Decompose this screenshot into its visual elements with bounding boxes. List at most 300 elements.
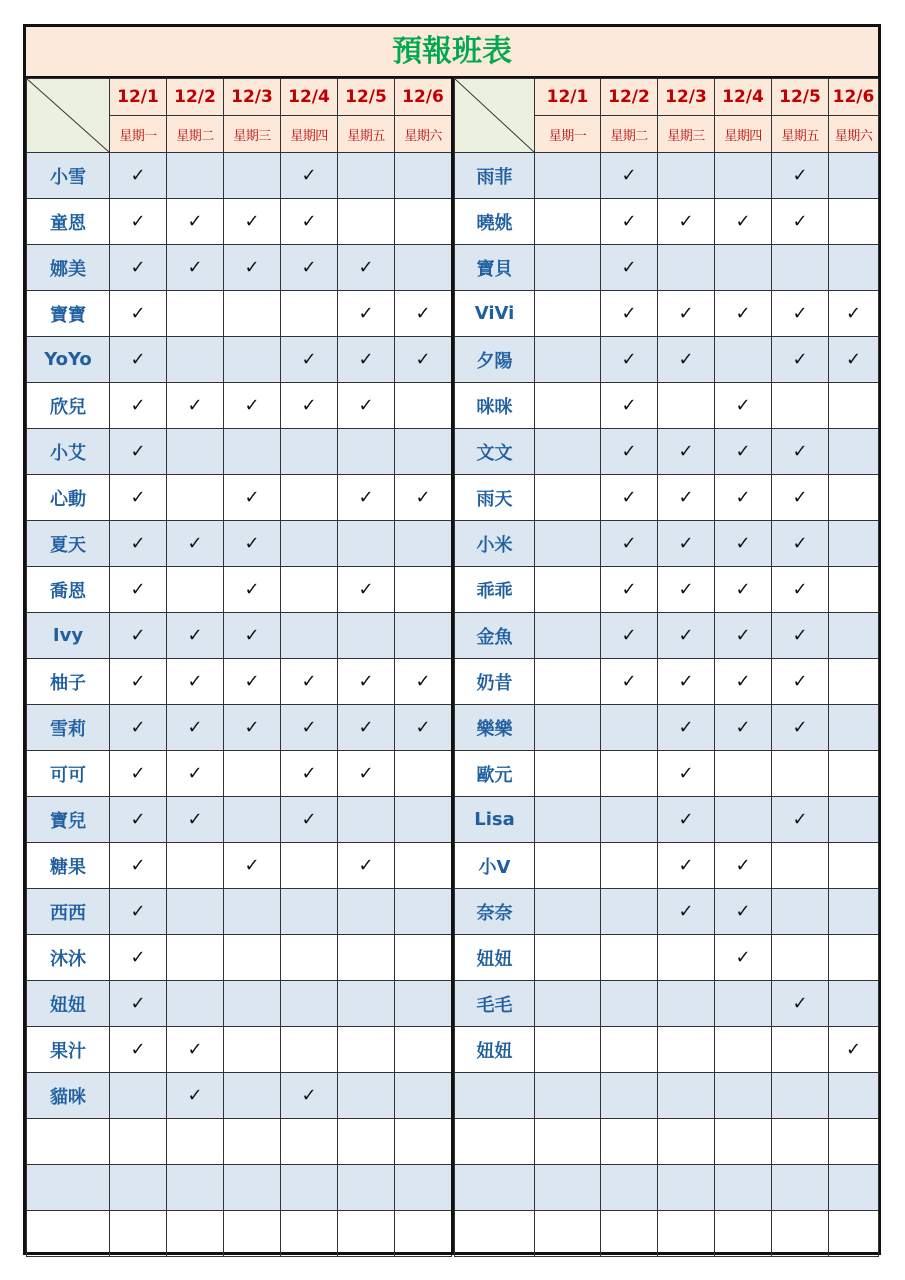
check-mark-cell: ✓ [338,843,395,889]
student-name-cell: 樂樂 [455,705,535,751]
check-mark-cell: ✓ [338,291,395,337]
header-date-cell: 12/2 [167,79,224,116]
empty-cell [535,1119,601,1165]
header-corner-cell [455,79,535,153]
empty-cell [658,1119,715,1165]
empty-cell [535,475,601,521]
student-name-cell: 夏天 [27,521,110,567]
schedule-row [27,613,452,659]
empty-cell [535,751,601,797]
check-mark-cell: ✓ [772,797,829,843]
student-name-cell: 雪莉 [27,705,110,751]
empty-cell [772,1073,829,1119]
empty-cell [167,843,224,889]
empty-cell [281,475,338,521]
check-mark-cell: ✓ [110,981,167,1027]
student-name-cell: 沐沐 [27,935,110,981]
check-mark-cell: ✓ [167,1027,224,1073]
header-date-cell: 12/2 [601,79,658,116]
check-mark-cell: ✓ [281,245,338,291]
check-mark-cell: ✓ [167,659,224,705]
student-name-cell: 西西 [27,889,110,935]
empty-cell [395,383,452,429]
check-mark-cell: ✓ [715,383,772,429]
empty-cell [167,935,224,981]
schedule-row [455,1165,879,1211]
empty-cell [110,1165,167,1211]
empty-cell [338,1073,395,1119]
student-name-cell: Ivy [27,613,110,659]
check-mark-cell: ✓ [658,337,715,383]
student-name-cell: 寶貝 [455,245,535,291]
empty-cell [829,429,879,475]
schedule-row [27,797,452,843]
empty-cell [715,245,772,291]
check-mark-cell: ✓ [658,705,715,751]
student-name-cell: 奶昔 [455,659,535,705]
empty-cell [715,1165,772,1211]
check-mark-cell: ✓ [395,475,452,521]
empty-cell [658,1027,715,1073]
empty-cell [829,199,879,245]
schedule-row [455,521,879,567]
student-name-cell: 曉姚 [455,199,535,245]
schedule-row [455,1211,879,1257]
check-mark-cell: ✓ [658,291,715,337]
schedule-row [27,567,452,613]
empty-cell [829,889,879,935]
schedule-row [455,1027,879,1073]
schedule-row [27,153,452,199]
check-mark-cell: ✓ [224,521,281,567]
check-mark-cell: ✓ [601,613,658,659]
header-date-cell: 12/1 [110,79,167,116]
schedule-row [455,613,879,659]
empty-cell [829,245,879,291]
empty-cell [224,337,281,383]
student-name-cell: 果汁 [27,1027,110,1073]
empty-cell [535,981,601,1027]
empty-cell [535,613,601,659]
corner-diagonal-line [27,79,109,152]
check-mark-cell: ✓ [772,429,829,475]
header-date-cell: 12/3 [224,79,281,116]
empty-cell [715,1119,772,1165]
student-name-cell: 文文 [455,429,535,475]
empty-cell [535,153,601,199]
check-mark-cell: ✓ [110,1027,167,1073]
student-name-cell: 奈奈 [455,889,535,935]
student-name-cell: 小V [455,843,535,889]
check-mark-cell: ✓ [338,567,395,613]
check-mark-cell: ✓ [715,613,772,659]
schedule-right-half [454,78,878,1257]
schedule-row [27,291,452,337]
check-mark-cell: ✓ [658,567,715,613]
empty-cell [167,567,224,613]
check-mark-cell: ✓ [601,383,658,429]
check-mark-cell: ✓ [110,843,167,889]
check-mark-cell: ✓ [281,705,338,751]
empty-cell [535,521,601,567]
check-mark-cell: ✓ [658,199,715,245]
schedule-row [27,429,452,475]
empty-cell [658,1073,715,1119]
check-mark-cell: ✓ [110,567,167,613]
check-mark-cell: ✓ [658,475,715,521]
check-mark-cell: ✓ [167,245,224,291]
empty-cell [601,1211,658,1257]
empty-cell [338,429,395,475]
check-mark-cell: ✓ [110,659,167,705]
student-name-cell: 欣兒 [27,383,110,429]
empty-cell [338,935,395,981]
schedule-sheet [23,24,881,1255]
check-mark-cell: ✓ [829,1027,879,1073]
schedule-row [27,935,452,981]
empty-cell [715,1027,772,1073]
empty-cell [829,475,879,521]
student-name-cell: 柚子 [27,659,110,705]
empty-cell [829,567,879,613]
schedule-row [455,337,879,383]
header-weekday-cell: 星期三 [224,116,281,153]
empty-cell [395,429,452,475]
empty-cell [715,981,772,1027]
check-mark-cell: ✓ [772,981,829,1027]
student-name-cell: 小艾 [27,429,110,475]
empty-cell [338,1119,395,1165]
check-mark-cell: ✓ [110,889,167,935]
check-mark-cell: ✓ [829,337,879,383]
empty-cell [395,889,452,935]
check-mark-cell: ✓ [658,521,715,567]
empty-cell [224,1027,281,1073]
schedule-row [455,1073,879,1119]
check-mark-cell: ✓ [601,429,658,475]
empty-cell [395,751,452,797]
empty-cell [395,1119,452,1165]
check-mark-cell: ✓ [110,475,167,521]
empty-cell [395,1073,452,1119]
schedule-row [27,843,452,889]
check-mark-cell: ✓ [395,705,452,751]
check-mark-cell: ✓ [338,383,395,429]
check-mark-cell: ✓ [110,383,167,429]
schedule-table-left [26,78,452,1257]
schedule-row [27,521,452,567]
empty-cell [224,1073,281,1119]
empty-cell [535,199,601,245]
empty-cell [829,751,879,797]
check-mark-cell: ✓ [715,935,772,981]
student-name-cell [27,1119,110,1165]
empty-cell [829,383,879,429]
check-mark-cell: ✓ [281,1073,338,1119]
student-name-cell: 娜美 [27,245,110,291]
empty-cell [535,843,601,889]
empty-cell [715,153,772,199]
empty-cell [829,1165,879,1211]
check-mark-cell: ✓ [167,751,224,797]
check-mark-cell: ✓ [715,889,772,935]
check-mark-cell: ✓ [772,199,829,245]
check-mark-cell: ✓ [772,475,829,521]
empty-cell [535,291,601,337]
empty-cell [395,935,452,981]
empty-cell [601,981,658,1027]
schedule-row [27,751,452,797]
empty-cell [829,153,879,199]
check-mark-cell: ✓ [601,153,658,199]
empty-cell [338,153,395,199]
empty-cell [338,1027,395,1073]
empty-cell [829,659,879,705]
check-mark-cell: ✓ [167,521,224,567]
empty-cell [110,1073,167,1119]
empty-cell [224,1211,281,1257]
empty-cell [535,935,601,981]
empty-cell [395,199,452,245]
check-mark-cell: ✓ [658,659,715,705]
empty-cell [601,751,658,797]
check-mark-cell: ✓ [601,475,658,521]
empty-cell [395,1027,452,1073]
empty-cell [281,291,338,337]
check-mark-cell: ✓ [715,475,772,521]
student-name-cell: 雨菲 [455,153,535,199]
schedule-row [27,199,452,245]
student-name-cell: 貓咪 [27,1073,110,1119]
empty-cell [601,889,658,935]
check-mark-cell: ✓ [658,751,715,797]
empty-cell [829,797,879,843]
header-date-row [27,79,452,116]
check-mark-cell: ✓ [338,659,395,705]
check-mark-cell: ✓ [110,199,167,245]
student-name-cell: 寶兒 [27,797,110,843]
check-mark-cell: ✓ [601,245,658,291]
empty-cell [715,337,772,383]
schedule-row [27,1073,452,1119]
check-mark-cell: ✓ [395,291,452,337]
student-name-cell: 糖果 [27,843,110,889]
check-mark-cell: ✓ [772,153,829,199]
header-weekday-cell: 星期一 [535,116,601,153]
schedule-row [27,1211,452,1257]
check-mark-cell: ✓ [110,291,167,337]
empty-cell [658,981,715,1027]
check-mark-cell: ✓ [167,383,224,429]
schedule-row [455,291,879,337]
header-date-cell: 12/1 [535,79,601,116]
check-mark-cell: ✓ [281,751,338,797]
schedule-row [455,475,879,521]
check-mark-cell: ✓ [715,429,772,475]
schedule-row [455,383,879,429]
empty-cell [167,291,224,337]
empty-cell [772,889,829,935]
header-weekday-cell: 星期六 [829,116,879,153]
header-date-cell: 12/6 [829,79,879,116]
empty-cell [601,1119,658,1165]
empty-cell [338,521,395,567]
check-mark-cell: ✓ [338,751,395,797]
empty-cell [535,337,601,383]
empty-cell [224,1119,281,1165]
empty-cell [601,797,658,843]
empty-cell [829,1119,879,1165]
empty-cell [715,751,772,797]
check-mark-cell: ✓ [281,383,338,429]
empty-cell [658,1165,715,1211]
empty-cell [395,843,452,889]
empty-cell [281,935,338,981]
student-name-cell [455,1119,535,1165]
check-mark-cell: ✓ [224,567,281,613]
empty-cell [772,1027,829,1073]
header-date-cell: 12/4 [281,79,338,116]
check-mark-cell: ✓ [167,705,224,751]
student-name-cell: 小雪 [27,153,110,199]
schedule-row [455,935,879,981]
empty-cell [338,613,395,659]
check-mark-cell: ✓ [658,843,715,889]
check-mark-cell: ✓ [715,291,772,337]
empty-cell [658,245,715,291]
empty-cell [535,1211,601,1257]
empty-cell [658,153,715,199]
empty-cell [110,1119,167,1165]
header-weekday-cell: 星期三 [658,116,715,153]
check-mark-cell: ✓ [110,429,167,475]
check-mark-cell: ✓ [715,659,772,705]
schedule-row [455,567,879,613]
empty-cell [224,291,281,337]
student-name-cell: 妞妞 [455,935,535,981]
empty-cell [395,567,452,613]
student-name-cell: ViVi [455,291,535,337]
header-weekday-cell: 星期二 [601,116,658,153]
empty-cell [829,521,879,567]
check-mark-cell: ✓ [224,245,281,291]
schedule-row [27,659,452,705]
empty-cell [281,521,338,567]
student-name-cell: 金魚 [455,613,535,659]
empty-cell [535,1165,601,1211]
check-mark-cell: ✓ [167,613,224,659]
header-date-cell: 12/3 [658,79,715,116]
student-name-cell: 心動 [27,475,110,521]
empty-cell [772,383,829,429]
check-mark-cell: ✓ [829,291,879,337]
empty-cell [772,935,829,981]
check-mark-cell: ✓ [224,199,281,245]
empty-cell [395,1211,452,1257]
check-mark-cell: ✓ [224,475,281,521]
empty-cell [715,1211,772,1257]
check-mark-cell: ✓ [715,521,772,567]
schedule-row [455,705,879,751]
empty-cell [535,659,601,705]
check-mark-cell: ✓ [224,705,281,751]
empty-cell [167,981,224,1027]
empty-cell [395,153,452,199]
empty-cell [110,1211,167,1257]
header-weekday-cell: 星期五 [338,116,395,153]
check-mark-cell: ✓ [601,521,658,567]
student-name-cell: 可可 [27,751,110,797]
empty-cell [829,705,879,751]
empty-cell [535,567,601,613]
student-name-cell: 夕陽 [455,337,535,383]
empty-cell [281,1165,338,1211]
schedule-row [455,659,879,705]
schedule-row [455,245,879,291]
empty-cell [395,981,452,1027]
empty-cell [224,1165,281,1211]
empty-cell [601,705,658,751]
empty-cell [772,1119,829,1165]
header-weekday-cell: 星期六 [395,116,452,153]
empty-cell [535,383,601,429]
check-mark-cell: ✓ [281,797,338,843]
check-mark-cell: ✓ [715,705,772,751]
empty-cell [829,843,879,889]
student-name-cell: YoYo [27,337,110,383]
check-mark-cell: ✓ [338,337,395,383]
check-mark-cell: ✓ [167,797,224,843]
check-mark-cell: ✓ [658,797,715,843]
check-mark-cell: ✓ [658,613,715,659]
schedule-row [27,1165,452,1211]
student-name-cell: 小米 [455,521,535,567]
header-date-cell: 12/4 [715,79,772,116]
empty-cell [658,935,715,981]
student-name-cell: 寶寶 [27,291,110,337]
empty-cell [395,613,452,659]
empty-cell [601,1165,658,1211]
schedule-row [455,429,879,475]
check-mark-cell: ✓ [338,705,395,751]
empty-cell [658,1211,715,1257]
empty-cell [167,889,224,935]
empty-cell [772,1165,829,1211]
check-mark-cell: ✓ [395,337,452,383]
student-name-cell: 毛毛 [455,981,535,1027]
empty-cell [338,981,395,1027]
empty-cell [167,153,224,199]
student-name-cell: Lisa [455,797,535,843]
empty-cell [772,1211,829,1257]
empty-cell [224,981,281,1027]
check-mark-cell: ✓ [110,705,167,751]
check-mark-cell: ✓ [281,153,338,199]
empty-cell [338,1211,395,1257]
header-weekday-cell: 星期四 [715,116,772,153]
check-mark-cell: ✓ [772,567,829,613]
empty-cell [338,1165,395,1211]
schedule-row [455,153,879,199]
check-mark-cell: ✓ [110,613,167,659]
schedule-left-half [26,78,451,1257]
schedule-row [27,337,452,383]
empty-cell [829,1073,879,1119]
empty-cell [535,797,601,843]
empty-cell [601,843,658,889]
empty-cell [281,843,338,889]
student-name-cell: 妞妞 [27,981,110,1027]
